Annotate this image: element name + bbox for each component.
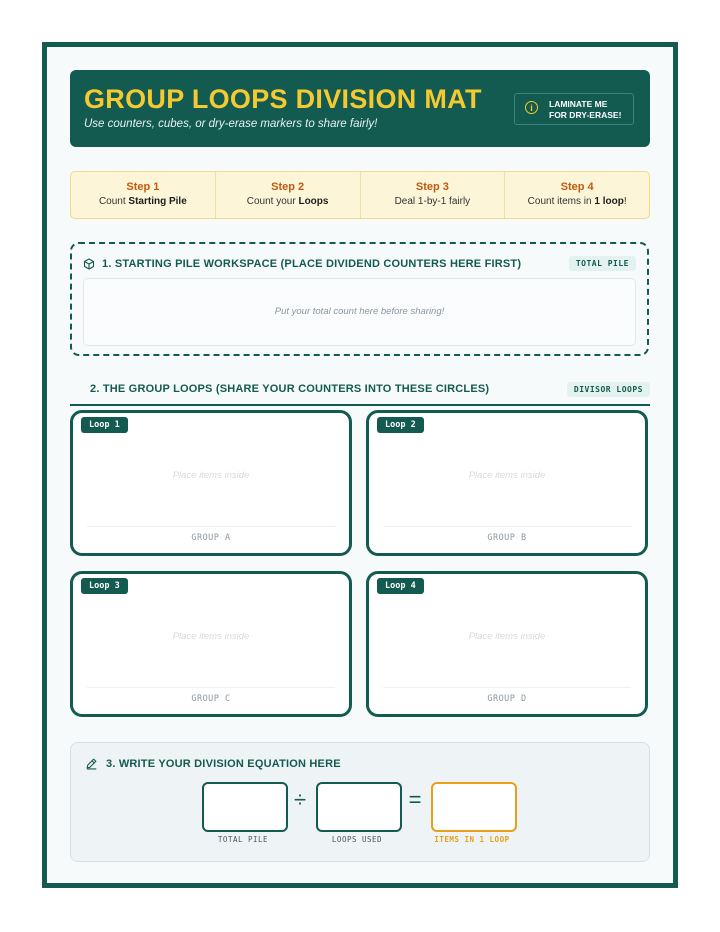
loop-divider bbox=[383, 687, 631, 688]
loop-2[interactable] bbox=[366, 410, 648, 556]
loop-group-label: GROUP B bbox=[487, 533, 527, 543]
loop-3[interactable] bbox=[70, 571, 352, 717]
loop-placeholder: Place items inside bbox=[172, 470, 250, 481]
step-title: Step 1 bbox=[126, 181, 160, 193]
loop-group-label: GROUP A bbox=[191, 533, 231, 543]
starting-pile-section bbox=[70, 242, 649, 356]
equation-section bbox=[70, 742, 650, 862]
cube-icon bbox=[83, 258, 95, 270]
total-pile-box[interactable] bbox=[202, 782, 288, 832]
loop-label: Loop 2 bbox=[377, 417, 424, 433]
starting-pile-dropzone[interactable] bbox=[83, 278, 636, 346]
loop-group-label: GROUP D bbox=[487, 694, 527, 704]
step-title: Step 2 bbox=[271, 181, 305, 193]
loop-label: Loop 1 bbox=[81, 417, 128, 433]
steps-bar bbox=[70, 171, 650, 219]
loop-placeholder: Place items inside bbox=[468, 470, 546, 481]
step-1 bbox=[71, 172, 215, 218]
loops-used-box[interactable] bbox=[316, 782, 402, 832]
starting-pile-placeholder: Put your total count here before sharing! bbox=[274, 306, 445, 317]
loop-4[interactable] bbox=[366, 571, 648, 717]
page-subtitle: Use counters, cubes, or dry-erase markers to share fairly! bbox=[84, 118, 378, 130]
total-pile-tag: TOTAL PILE bbox=[569, 256, 636, 271]
loop-group-label: GROUP C bbox=[191, 694, 231, 704]
total-pile-label: TOTAL PILE bbox=[217, 835, 269, 844]
laminate-badge-text: LAMINATE ME FOR DRY-ERASE! bbox=[549, 99, 622, 120]
loop-divider bbox=[383, 526, 631, 527]
step-description: Count your Loops bbox=[246, 196, 329, 207]
equation-title: 3. WRITE YOUR DIVISION EQUATION HERE bbox=[106, 758, 341, 770]
divide-symbol: ÷ bbox=[293, 787, 307, 812]
step-2 bbox=[215, 172, 360, 218]
loop-divider bbox=[87, 687, 335, 688]
loop-label: Loop 3 bbox=[81, 578, 128, 594]
loop-divider bbox=[87, 526, 335, 527]
step-4 bbox=[504, 172, 649, 218]
step-title: Step 4 bbox=[560, 181, 594, 193]
laminate-badge bbox=[514, 93, 634, 125]
step-title: Step 3 bbox=[415, 181, 449, 193]
group-loops-heading bbox=[70, 380, 650, 406]
header-banner bbox=[70, 70, 650, 147]
divisor-loops-tag: DIVISOR LOOPS bbox=[567, 382, 650, 397]
pencil-icon bbox=[85, 757, 98, 770]
page-title: GROUP LOOPS DIVISION MAT bbox=[84, 84, 482, 114]
group-loops-title: 2. THE GROUP LOOPS (SHARE YOUR COUNTERS INTO THESE CIRCLES) bbox=[90, 383, 490, 395]
step-description: Count items in 1 loop! bbox=[527, 196, 627, 207]
loop-placeholder: Place items inside bbox=[172, 631, 250, 642]
starting-pile-title: 1. STARTING PILE WORKSPACE (PLACE DIVIDEND COUNTERS HERE FIRST) bbox=[102, 258, 522, 270]
step-description: Count Starting Pile bbox=[98, 196, 187, 207]
items-in-loop-box[interactable] bbox=[431, 782, 517, 832]
mat-frame bbox=[42, 42, 678, 888]
equals-symbol: = bbox=[408, 787, 422, 812]
loops-used-label: LOOPS USED bbox=[331, 835, 383, 844]
loop-label: Loop 4 bbox=[377, 578, 424, 594]
items-in-loop-label: ITEMS IN 1 LOOP bbox=[434, 835, 510, 844]
step-3 bbox=[360, 172, 505, 218]
info-icon: i bbox=[525, 101, 538, 114]
step-description: Deal 1-by-1 fairly bbox=[394, 196, 471, 207]
loop-placeholder: Place items inside bbox=[468, 631, 546, 642]
loop-1[interactable] bbox=[70, 410, 352, 556]
